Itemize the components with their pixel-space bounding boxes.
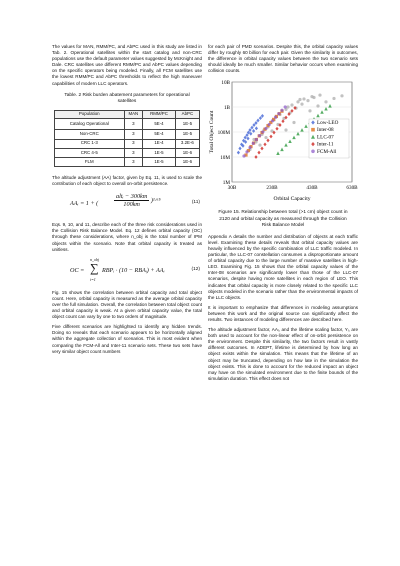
table-cell: Non-CRC bbox=[55, 130, 125, 139]
y-tick-label: 10B bbox=[221, 80, 230, 87]
data-point bbox=[242, 155, 245, 158]
equation-number: (11) bbox=[191, 200, 200, 206]
x-tick-label: 30B bbox=[227, 185, 237, 192]
data-point bbox=[340, 95, 343, 98]
x-tick-label: 430B bbox=[306, 185, 318, 192]
table-row bbox=[55, 157, 200, 166]
equation-body: RBPᵢ · (10 − RBAᵢ) + AAᵢ bbox=[102, 266, 165, 274]
table-header-row bbox=[55, 110, 200, 119]
figure-15 bbox=[208, 78, 358, 204]
paragraph: Eqs. 9, 10, and 11, describe each of the three risk considerations used in the Collision Risk Balance Model. Eq. 12 defines orbital capacity (OC) through these considerations, where n_obj is the total number of IPM objects within the scenario. Note that orbital capacity is treated as unitless. bbox=[52, 222, 202, 252]
table-header: MAN bbox=[124, 110, 143, 119]
figure-caption: Figure 15. Relationship between total (>1 cm) object count in 2120 and orbital capacity as measured through the Collision Risk Balance Model bbox=[218, 210, 348, 228]
table-cell: 3 bbox=[124, 157, 143, 166]
table-header: AbPC bbox=[175, 110, 199, 119]
table-cell: 1E-4 bbox=[143, 139, 176, 148]
equation-sum-lower: i=1 bbox=[90, 276, 96, 282]
risk-parameters-table bbox=[54, 110, 200, 167]
left-column bbox=[52, 44, 202, 359]
x-tick-label: 230B bbox=[266, 185, 278, 192]
x-tick-labels bbox=[228, 185, 358, 191]
table-cell: 3 bbox=[124, 139, 143, 148]
data-point bbox=[277, 113, 280, 116]
equation-numerator: altᵢ − 300km bbox=[116, 193, 148, 201]
data-point bbox=[261, 131, 264, 134]
data-point bbox=[268, 123, 271, 126]
table-cell: FLM bbox=[55, 157, 125, 166]
equation-fraction-wrap bbox=[114, 193, 161, 208]
equation-denominator: 100km bbox=[123, 201, 140, 209]
y-tick-label: 100M bbox=[217, 130, 230, 137]
data-point bbox=[255, 138, 258, 141]
data-point bbox=[258, 134, 261, 137]
data-point bbox=[264, 127, 267, 130]
table-cell: 1E-5 bbox=[143, 157, 176, 166]
equation-sum: ∑ bbox=[90, 260, 99, 275]
equation-lhs: OC = bbox=[70, 266, 85, 274]
legend-label: FCM-All bbox=[317, 149, 337, 156]
paragraph: Appendix A details the number and distribution of objects at each traffic level. Examining these details reveals that orbital capacity values are heavily influenced by the specific combination of LLC traffic modeled. In particular, the LLC-07 constellation consumes a disproportionate amount of orbital capacity due to the large number of massive satellites in high-LEO. Examining Fig. 15 shows that the orbital capacity values of the Inter-08 scenarios are significantly lower than those of the LLC-07 scenarios, despite having more satellites in each region of LEO. This indicates that orbital capacity is more closely related to the specific LLC objects modeled in the scenario rather than the environmental impacts of the LLC objects. bbox=[208, 233, 358, 300]
table-cell: 1E-6 bbox=[175, 157, 199, 166]
table-cell: 3 bbox=[124, 148, 143, 157]
data-point bbox=[271, 120, 274, 123]
y-tick-label: 1B bbox=[223, 105, 230, 112]
equation-sum-upper: n_obj bbox=[90, 256, 100, 262]
table-cell: 5E-4 bbox=[143, 130, 176, 139]
paragraph: for each pair of PMD scenarios. Despite this, the orbital capacity values differ by roughly 60 billion for each pair. Given the similarity in outcomes, the difference in orbital capacity values between the two scenario sets should ideally be much smaller. Similar behavior occurs when examining collision counts. bbox=[208, 44, 358, 74]
legend bbox=[309, 119, 349, 158]
paragraph: It is important to emphasize that differences in modeling assumptions between this work and the original source can significantly affect the results. Two instances of modeling differences are described here. bbox=[208, 304, 358, 322]
data-point bbox=[302, 98, 305, 101]
data-point bbox=[286, 106, 289, 109]
table-cell: 1E-5 bbox=[175, 130, 199, 139]
x-tick-label: 630B bbox=[346, 185, 358, 192]
right-column bbox=[208, 44, 358, 386]
legend-label: Inter-11 bbox=[317, 142, 334, 149]
data-point bbox=[292, 121, 295, 124]
data-point bbox=[284, 129, 287, 132]
table-row bbox=[55, 119, 200, 130]
paragraph: The altitude adjustment (AA) factor, given by Eq. 11, is used to scale the contribution of each object to overall on-orbit persistence. bbox=[52, 175, 202, 187]
table-row bbox=[55, 148, 200, 157]
table-cell: Catalog Operational bbox=[55, 119, 125, 130]
data-point bbox=[284, 106, 287, 109]
table-row bbox=[55, 130, 200, 139]
y-axis-label: Total Object Count bbox=[209, 111, 215, 154]
y-tick-label: 10M bbox=[220, 155, 230, 162]
data-point bbox=[264, 136, 267, 139]
legend-label: LLC-07 bbox=[317, 134, 334, 141]
data-point bbox=[280, 109, 283, 112]
data-point bbox=[306, 99, 309, 102]
paragraph: The altitude adjustment factor, AAᵢ, and the lifetime scaling factor, Yᵢ, are both used to account for the non-linear effect of on-orbit persistence on the environment. Despite this similarity, the two factors result in vastly different outcomes. In ADEPT, lifetime is determined by how long an object exists within the simulation. This means that the lifetime of an object may be truncated, depending on how late in the simulation the object exists. This is done to account for the reduced impact an object may have on the simulated environment due to the finite bounds of the simulation duration. This effect does not bbox=[208, 327, 358, 381]
x-axis-label: Orbital Capacity bbox=[273, 196, 311, 203]
data-point bbox=[290, 104, 293, 107]
equation-12 bbox=[52, 257, 202, 285]
table-cell: 1E-5 bbox=[175, 119, 199, 130]
data-point bbox=[324, 101, 327, 104]
table-cell: 1E-5 bbox=[143, 148, 176, 157]
paragraph: Five different scenarios are highlighted to identify any hidden trends. Doing so reveals that each scenario appears to be horizontally aligned within the aggregate collection of scenarios. This is most evident when comparing the FCM-All and Inter-11 scenario sets. These two sets have very similar object count numbers bbox=[52, 324, 202, 354]
data-point bbox=[310, 95, 313, 98]
paragraph: Fig. 15 shows the correlation between orbital capacity and total object count. Here, orbital capacity is measured as the average orbital capacity over the full simulation. Overall, the correlation between total object count and orbital capacity is weak. At a given orbital capacity value, the total object count can vary by one to two orders of magnitude. bbox=[52, 289, 202, 320]
table-row bbox=[55, 139, 200, 148]
equation-fraction bbox=[114, 193, 149, 208]
table-cell: 5E-4 bbox=[143, 119, 176, 130]
table-cell: 3 bbox=[124, 119, 143, 130]
table-cell: 3 bbox=[124, 130, 143, 139]
table-cell: 3.2E-6 bbox=[175, 139, 199, 148]
data-point bbox=[245, 151, 248, 154]
data-point bbox=[318, 94, 321, 97]
table-cell: 1E-6 bbox=[175, 148, 199, 157]
data-point bbox=[332, 97, 335, 100]
equation-exponent: )¹·⁶⁵ bbox=[150, 197, 161, 205]
legend-marker bbox=[311, 128, 315, 132]
y-tick-labels bbox=[218, 80, 231, 186]
y-tick-label: 1M bbox=[222, 180, 230, 187]
table-cell: CRC 4-5 bbox=[55, 148, 125, 157]
legend-marker bbox=[311, 150, 315, 154]
data-point bbox=[258, 144, 261, 147]
equation-lhs: AAᵢ = 1 + ( bbox=[70, 200, 99, 208]
data-point bbox=[274, 116, 277, 119]
equation-number: (12) bbox=[191, 266, 200, 272]
data-point bbox=[316, 105, 319, 108]
data-point bbox=[248, 146, 251, 149]
data-point bbox=[252, 142, 255, 145]
data-point bbox=[308, 110, 311, 113]
data-point bbox=[298, 98, 301, 101]
equation-11 bbox=[52, 191, 202, 217]
scatter-chart bbox=[208, 78, 358, 204]
paragraph: The values for MAN, RMM/PC, and AbPC used in this study are listed in Tab. 2. Operational satellites within the start catalog and non-CRC populations use the default parameter values suggested by McKnight and Dale. CRC satellites use different RMM/PC and AbPC values depending on the specific operators being modeled. Finally, all FCM satellites use the lowest RMM/PC and AbPC thresholds to reflect the high maneuver capabilities of modern LLC operators. bbox=[52, 44, 202, 86]
legend-label: Low-LEO bbox=[317, 120, 339, 127]
data-point bbox=[300, 103, 303, 106]
table-cell: CRC 1-3 bbox=[55, 139, 125, 148]
legend-label: Inter-08 bbox=[317, 127, 334, 134]
table-caption: Table. 2 Risk burden abatement parameters for operational satellites bbox=[64, 92, 190, 104]
table-header: RMM/PC bbox=[143, 110, 176, 119]
table-header: Population bbox=[55, 110, 125, 119]
